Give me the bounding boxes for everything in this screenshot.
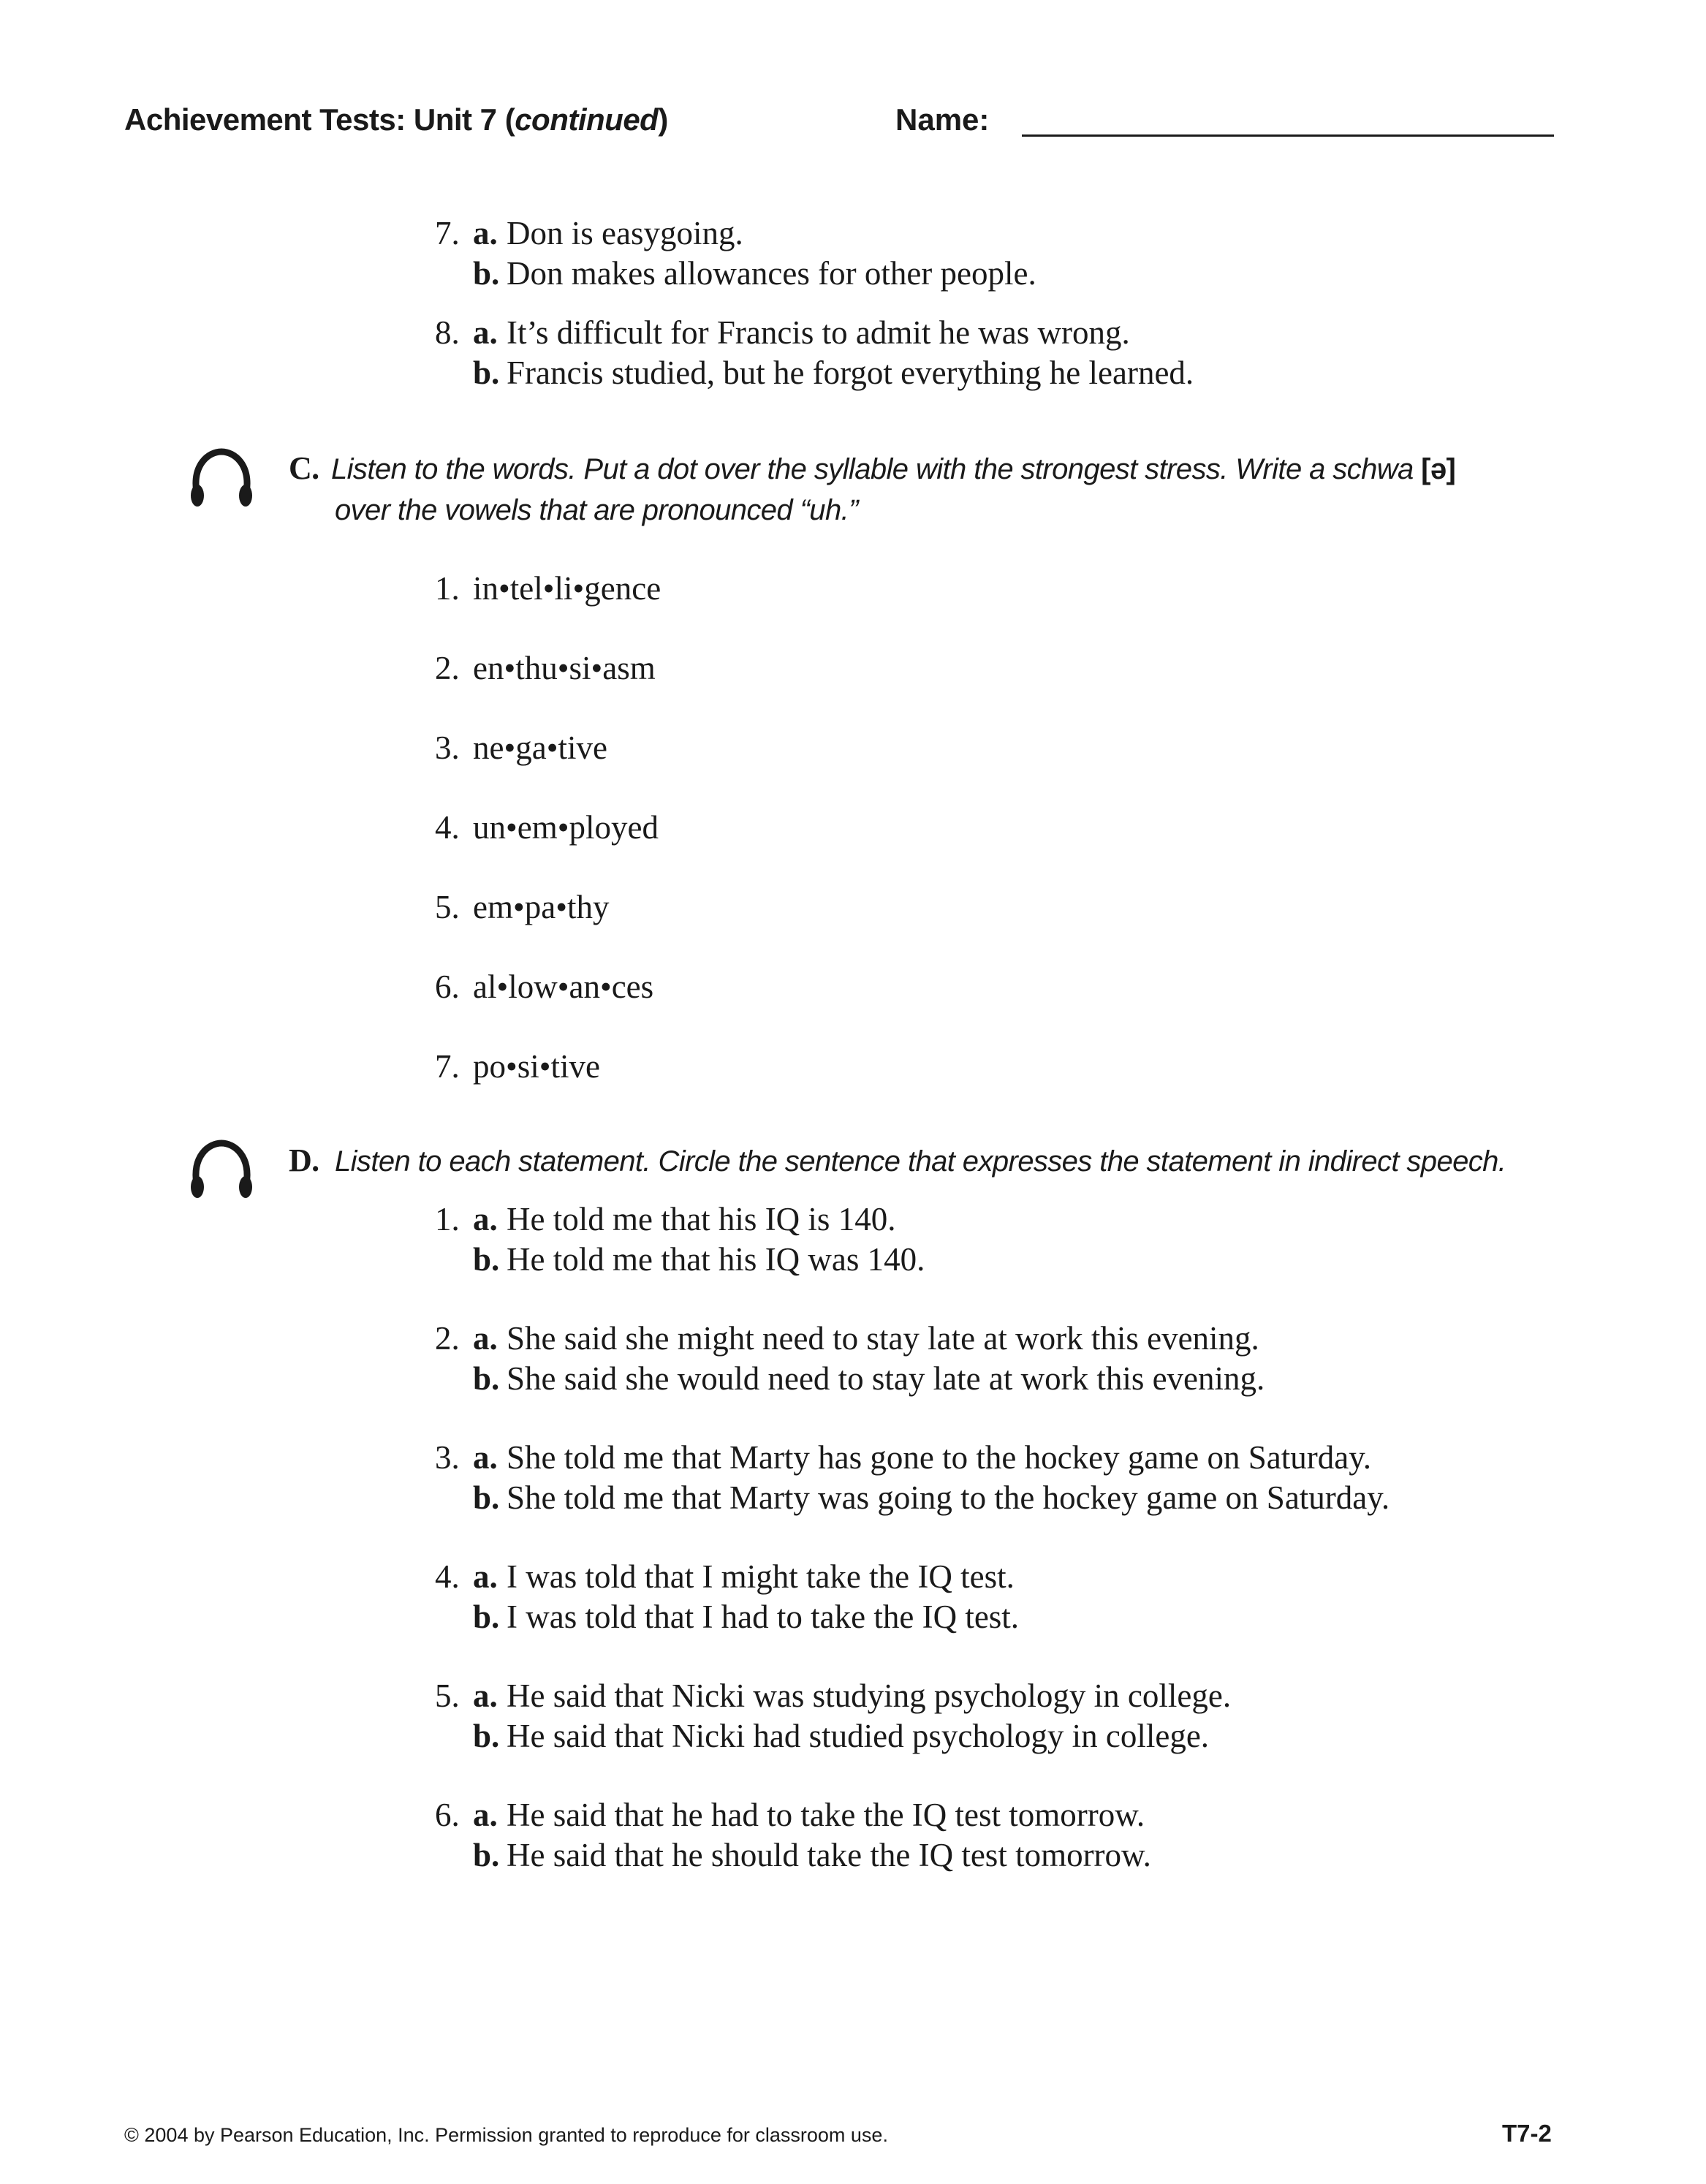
title-continued: continued xyxy=(515,102,659,137)
option-letter: b. xyxy=(473,1837,500,1873)
option-b-text[interactable]: She told me that Marty was going to the hockey game on Saturday. xyxy=(507,1479,1390,1516)
name-field-line[interactable] xyxy=(1022,134,1554,137)
page-header xyxy=(124,102,1557,146)
syllable-word[interactable]: in•tel•li•gence xyxy=(473,570,661,607)
option-letter: a. xyxy=(473,1797,498,1833)
syllable-word[interactable]: em•pa•thy xyxy=(473,889,610,925)
word-item xyxy=(435,808,659,848)
section-d-instructions xyxy=(289,1140,1506,1182)
option-letter: b. xyxy=(473,1718,500,1754)
option-letter: a. xyxy=(473,1558,498,1595)
question-number: 3. xyxy=(435,1439,460,1476)
word-item xyxy=(435,1047,600,1087)
option-letter: b. xyxy=(473,255,500,292)
option-a-text[interactable]: He told me that his IQ is 140. xyxy=(507,1201,896,1237)
syllable-word[interactable]: po•si•tive xyxy=(473,1048,601,1085)
question-number: 5. xyxy=(435,1677,460,1714)
question-number: 4. xyxy=(435,1558,460,1595)
option-letter: b. xyxy=(473,1360,500,1397)
option-letter: b. xyxy=(473,1479,500,1516)
option-a-text[interactable]: She said she might need to stay late at work this evening. xyxy=(507,1320,1259,1357)
item-number: 3. xyxy=(435,729,460,766)
question-number: 2. xyxy=(435,1320,460,1357)
schwa-symbol: [ə] xyxy=(1421,453,1456,485)
syllable-word[interactable]: al•low•an•ces xyxy=(473,968,654,1005)
option-a-text[interactable]: He said that Nicki was studying psychology in college. xyxy=(507,1677,1232,1714)
word-item xyxy=(435,648,656,689)
item-number: 6. xyxy=(435,968,460,1005)
item-number: 5. xyxy=(435,889,460,925)
title-main: Achievement Tests: Unit 7 ( xyxy=(124,102,515,137)
word-item xyxy=(435,569,661,609)
option-letter: a. xyxy=(473,1320,498,1357)
word-item xyxy=(435,967,653,1007)
item-number: 1. xyxy=(435,570,460,607)
item-number: 4. xyxy=(435,809,460,846)
option-letter: a. xyxy=(473,1677,498,1714)
question-d1 xyxy=(435,1199,925,1280)
option-letter: a. xyxy=(473,215,498,251)
instruction-line-2: over the vowels that are pronounced “uh.” xyxy=(335,494,858,526)
question-number: 7. xyxy=(435,215,460,251)
option-letter: a. xyxy=(473,314,498,351)
item-number: 2. xyxy=(435,650,460,686)
option-a-text[interactable]: She told me that Marty has gone to the hockey game on Saturday. xyxy=(507,1439,1372,1476)
section-letter: D. xyxy=(289,1142,319,1178)
instruction-line-1: Listen to each statement. Circle the sentence that expresses the statement in indirect speech. xyxy=(335,1145,1506,1178)
word-item xyxy=(435,728,607,768)
title-end: ) xyxy=(658,102,668,137)
page-title xyxy=(124,102,668,137)
question-d5 xyxy=(435,1676,1231,1756)
question-b7 xyxy=(435,213,1036,294)
option-b-text[interactable]: She said she would need to stay late at work this evening. xyxy=(507,1360,1265,1397)
question-number: 8. xyxy=(435,314,460,351)
page-number: T7-2 xyxy=(1502,2120,1552,2147)
option-b-text[interactable]: I was told that I had to take the IQ test. xyxy=(507,1599,1020,1635)
option-b-text[interactable]: He said that he should take the IQ test tomorrow. xyxy=(507,1837,1151,1873)
option-letter: b. xyxy=(473,1241,500,1278)
item-number: 7. xyxy=(435,1048,460,1085)
word-item xyxy=(435,887,609,928)
option-a-text[interactable]: I was told that I might take the IQ test. xyxy=(507,1558,1015,1595)
syllable-word[interactable]: ne•ga•tive xyxy=(473,729,607,766)
headphones-icon xyxy=(186,1139,257,1205)
option-text[interactable]: Don makes allowances for other people. xyxy=(507,255,1036,292)
question-d3 xyxy=(435,1438,1390,1518)
section-letter: C. xyxy=(289,450,319,486)
question-b8 xyxy=(435,313,1194,393)
option-letter: a. xyxy=(473,1201,498,1237)
headphones-icon xyxy=(186,447,257,513)
option-text[interactable]: Francis studied, but he forgot everything he learned. xyxy=(507,354,1194,391)
instruction-line-1: Listen to the words. Put a dot over the syllable with the strongest stress. Write a schwa xyxy=(331,453,1422,485)
question-number: 1. xyxy=(435,1201,460,1237)
option-text[interactable]: Don is easygoing. xyxy=(507,215,743,251)
option-letter: b. xyxy=(473,1599,500,1635)
section-c-instructions xyxy=(289,448,1455,531)
copyright-notice: © 2004 by Pearson Education, Inc. Permission granted to reproduce for classroom use. xyxy=(124,2124,888,2146)
question-number: 6. xyxy=(435,1797,460,1833)
option-b-text[interactable]: He said that Nicki had studied psychology in college. xyxy=(507,1718,1210,1754)
option-b-text[interactable]: He told me that his IQ was 140. xyxy=(507,1241,925,1278)
question-d4 xyxy=(435,1557,1019,1637)
syllable-word[interactable]: en•thu•si•asm xyxy=(473,650,656,686)
question-d6 xyxy=(435,1795,1151,1876)
option-letter: b. xyxy=(473,354,500,391)
name-label: Name: xyxy=(895,102,990,137)
option-a-text[interactable]: He said that he had to take the IQ test tomorrow. xyxy=(507,1797,1145,1833)
syllable-word[interactable]: un•em•ployed xyxy=(473,809,659,846)
option-letter: a. xyxy=(473,1439,498,1476)
question-d2 xyxy=(435,1319,1265,1399)
option-text[interactable]: It’s difficult for Francis to admit he was wrong. xyxy=(507,314,1130,351)
